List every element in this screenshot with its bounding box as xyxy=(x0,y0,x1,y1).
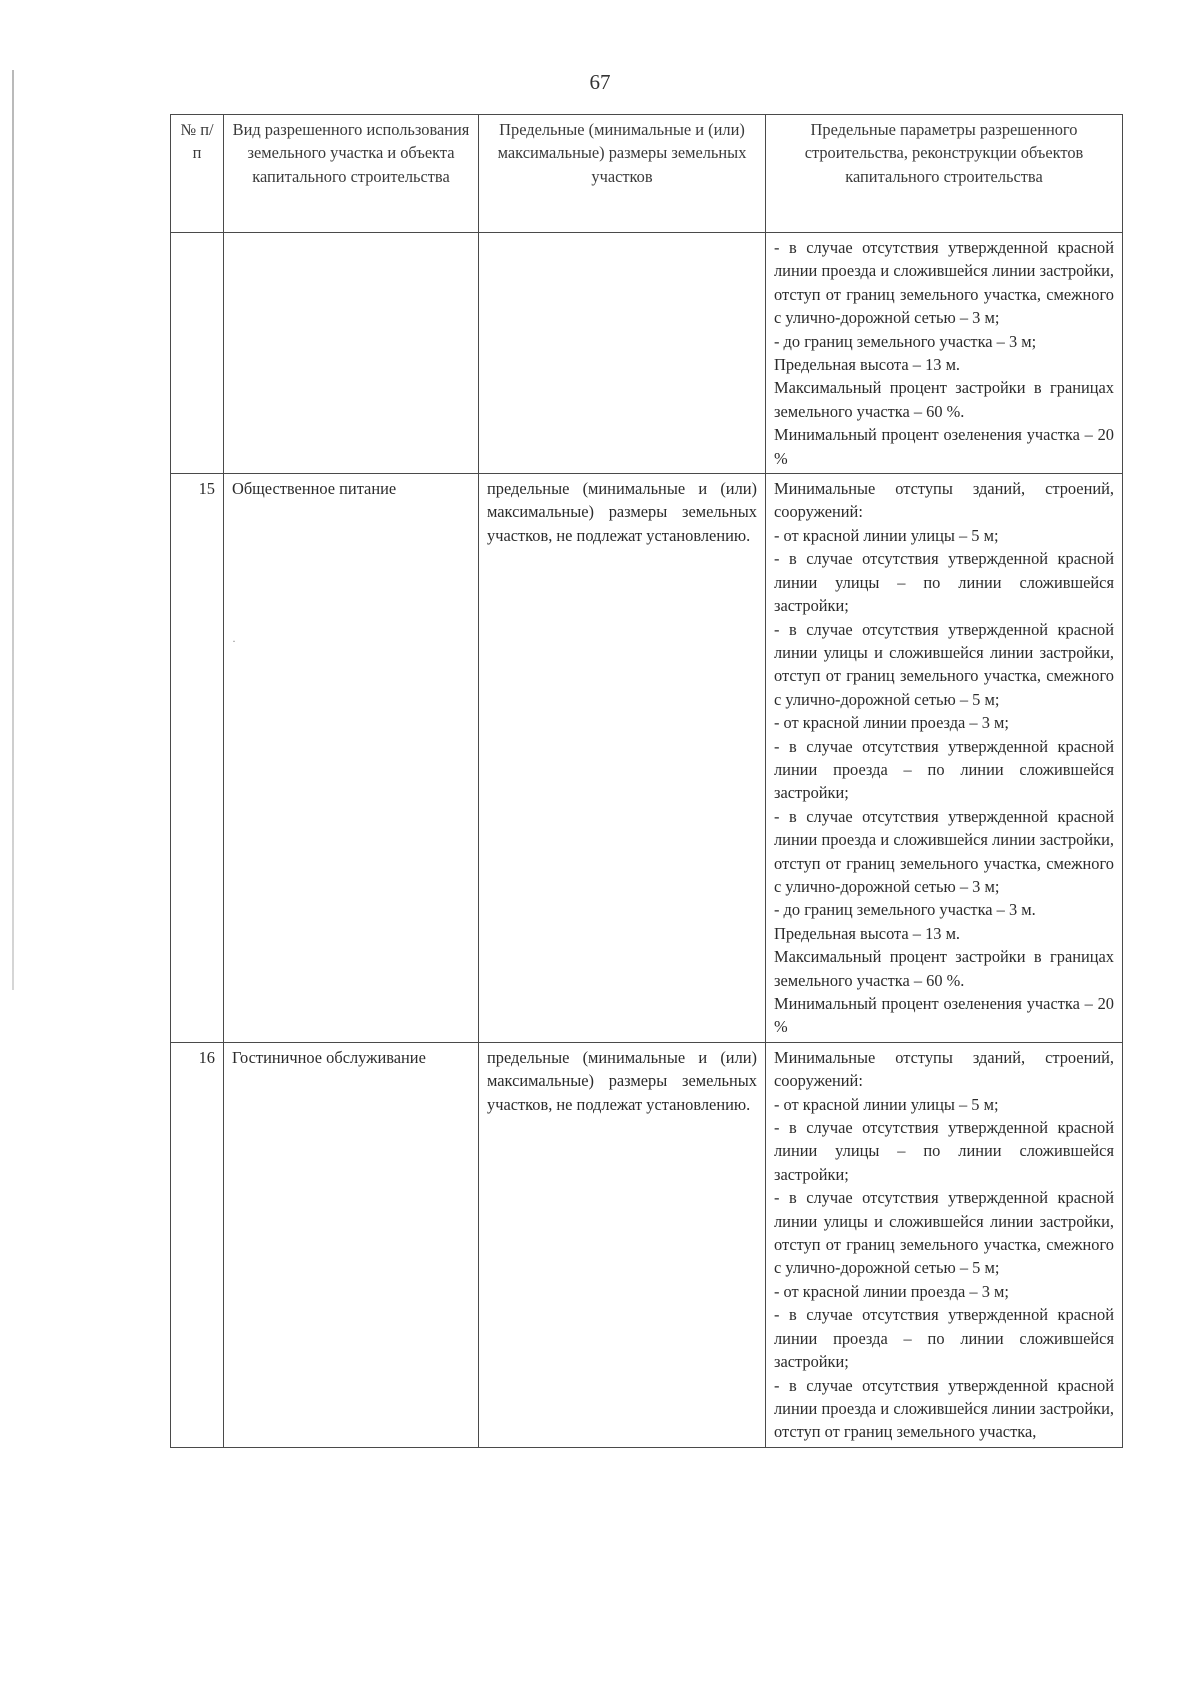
regulations-table xyxy=(170,114,1123,1448)
header-number: № п/п xyxy=(171,115,224,233)
row-plot-size xyxy=(479,233,766,474)
header-use-type: Вид разрешенного использования земельного участка и объекта капитального строительства xyxy=(224,115,479,233)
table-row xyxy=(171,474,1123,1043)
param-line: - до границ земельного участка – 3 м. xyxy=(774,900,1036,920)
param-line: - от красной линии улицы – 5 м; xyxy=(774,1094,999,1114)
page-number: 67 xyxy=(589,70,611,94)
table-header-row xyxy=(171,115,1123,233)
param-line: - в случае отсутствия утвержденной красной линии проезда – по линии сложившейся застройки; xyxy=(774,736,1114,803)
row-plot-size: предельные (минимальные и (или) максимальные) размеры земельных участков, не подлежат установлению. xyxy=(479,1042,766,1447)
row-number: 16 xyxy=(171,1042,224,1447)
param-line: - в случае отсутствия утвержденной красной линии улицы и сложившейся линии застройки, отступ от границ земельного участка, смежного с улично-дорожной сетью – 5 м; xyxy=(774,619,1114,709)
param-line: - в случае отсутствия утвержденной красной линии улицы – по линии сложившейся застройки; xyxy=(774,1118,1114,1184)
row-number: 15 xyxy=(171,474,224,1043)
param-line: - от красной линии проезда – 3 м; xyxy=(774,1281,1009,1301)
row-plot-size: предельные (минимальные и (или) максимальные) размеры земельных участков, не подлежат установлению. xyxy=(479,474,766,1043)
param-line: - в случае отсутствия утвержденной красной линии проезда – по линии сложившейся застройки; xyxy=(774,1305,1114,1372)
row-number xyxy=(171,233,224,474)
header-plot-size: Предельные (минимальные и (или) максимальные) размеры земельных участков xyxy=(479,115,766,233)
param-line: - от красной линии улицы – 5 м; xyxy=(774,525,999,545)
row-use-type: Гостиничное обслуживание xyxy=(224,1042,479,1447)
param-line: - в случае отсутствия утвержденной красной линии улицы и сложившейся линии застройки, отступ от границ земельного участка, смежного с улично-дорожной сетью – 5 м; xyxy=(774,1188,1114,1278)
param-line: - в случае отсутствия утвержденной красной линии проезда и сложившейся линии застройки, отступ от границ земельного участка, смежного с улично-дорожной сетью – 3 м; xyxy=(774,806,1114,896)
param-line: - в случае отсутствия утвержденной красной линии проезда и сложившейся линии застройки, отступ от границ земельного участка, xyxy=(774,1375,1114,1442)
param-line: Минимальный процент озеленения участка – 20 % xyxy=(774,994,1114,1037)
table-row xyxy=(171,1042,1123,1447)
row-construction-params xyxy=(766,474,1123,1043)
param-line: Предельная высота – 13 м. xyxy=(774,355,961,375)
param-line: Минимальные отступы зданий, строений, сооружений: xyxy=(774,479,1114,522)
param-line: - в случае отсутствия утвержденной красной линии улицы – по линии сложившейся застройки; xyxy=(774,549,1114,616)
row-use-type xyxy=(224,233,479,474)
param-line: Максимальный процент застройки в границах земельного участка – 60 %. xyxy=(774,947,1114,990)
param-line: - в случае отсутствия утвержденной красной линии проезда и сложившейся линии застройки, отступ от границ земельного участка, смежного с улично-дорожной сетью – 3 м; xyxy=(774,238,1114,328)
param-line: - до границ земельного участка – 3 м; xyxy=(774,331,1037,351)
param-line: - от красной линии проезда – 3 м; xyxy=(774,713,1009,733)
param-line: Максимальный процент застройки в границах земельного участка – 60 %. xyxy=(774,378,1114,421)
param-line: Предельная высота – 13 м. xyxy=(774,923,961,943)
table-row xyxy=(171,233,1123,474)
param-line: Минимальный процент озеленения участка – 20 % xyxy=(774,425,1114,468)
row-construction-params xyxy=(766,233,1123,474)
param-line: Минимальные отступы зданий, строений, сооружений: xyxy=(774,1047,1114,1091)
scan-edge-mark xyxy=(12,70,14,990)
scan-speck: · xyxy=(232,634,236,648)
header-construction-params: Предельные параметры разрешенного строительства, реконструкции объектов капитального строительства xyxy=(766,115,1123,233)
row-construction-params xyxy=(766,1042,1123,1447)
row-use-type: Общественное питание xyxy=(224,474,479,1043)
